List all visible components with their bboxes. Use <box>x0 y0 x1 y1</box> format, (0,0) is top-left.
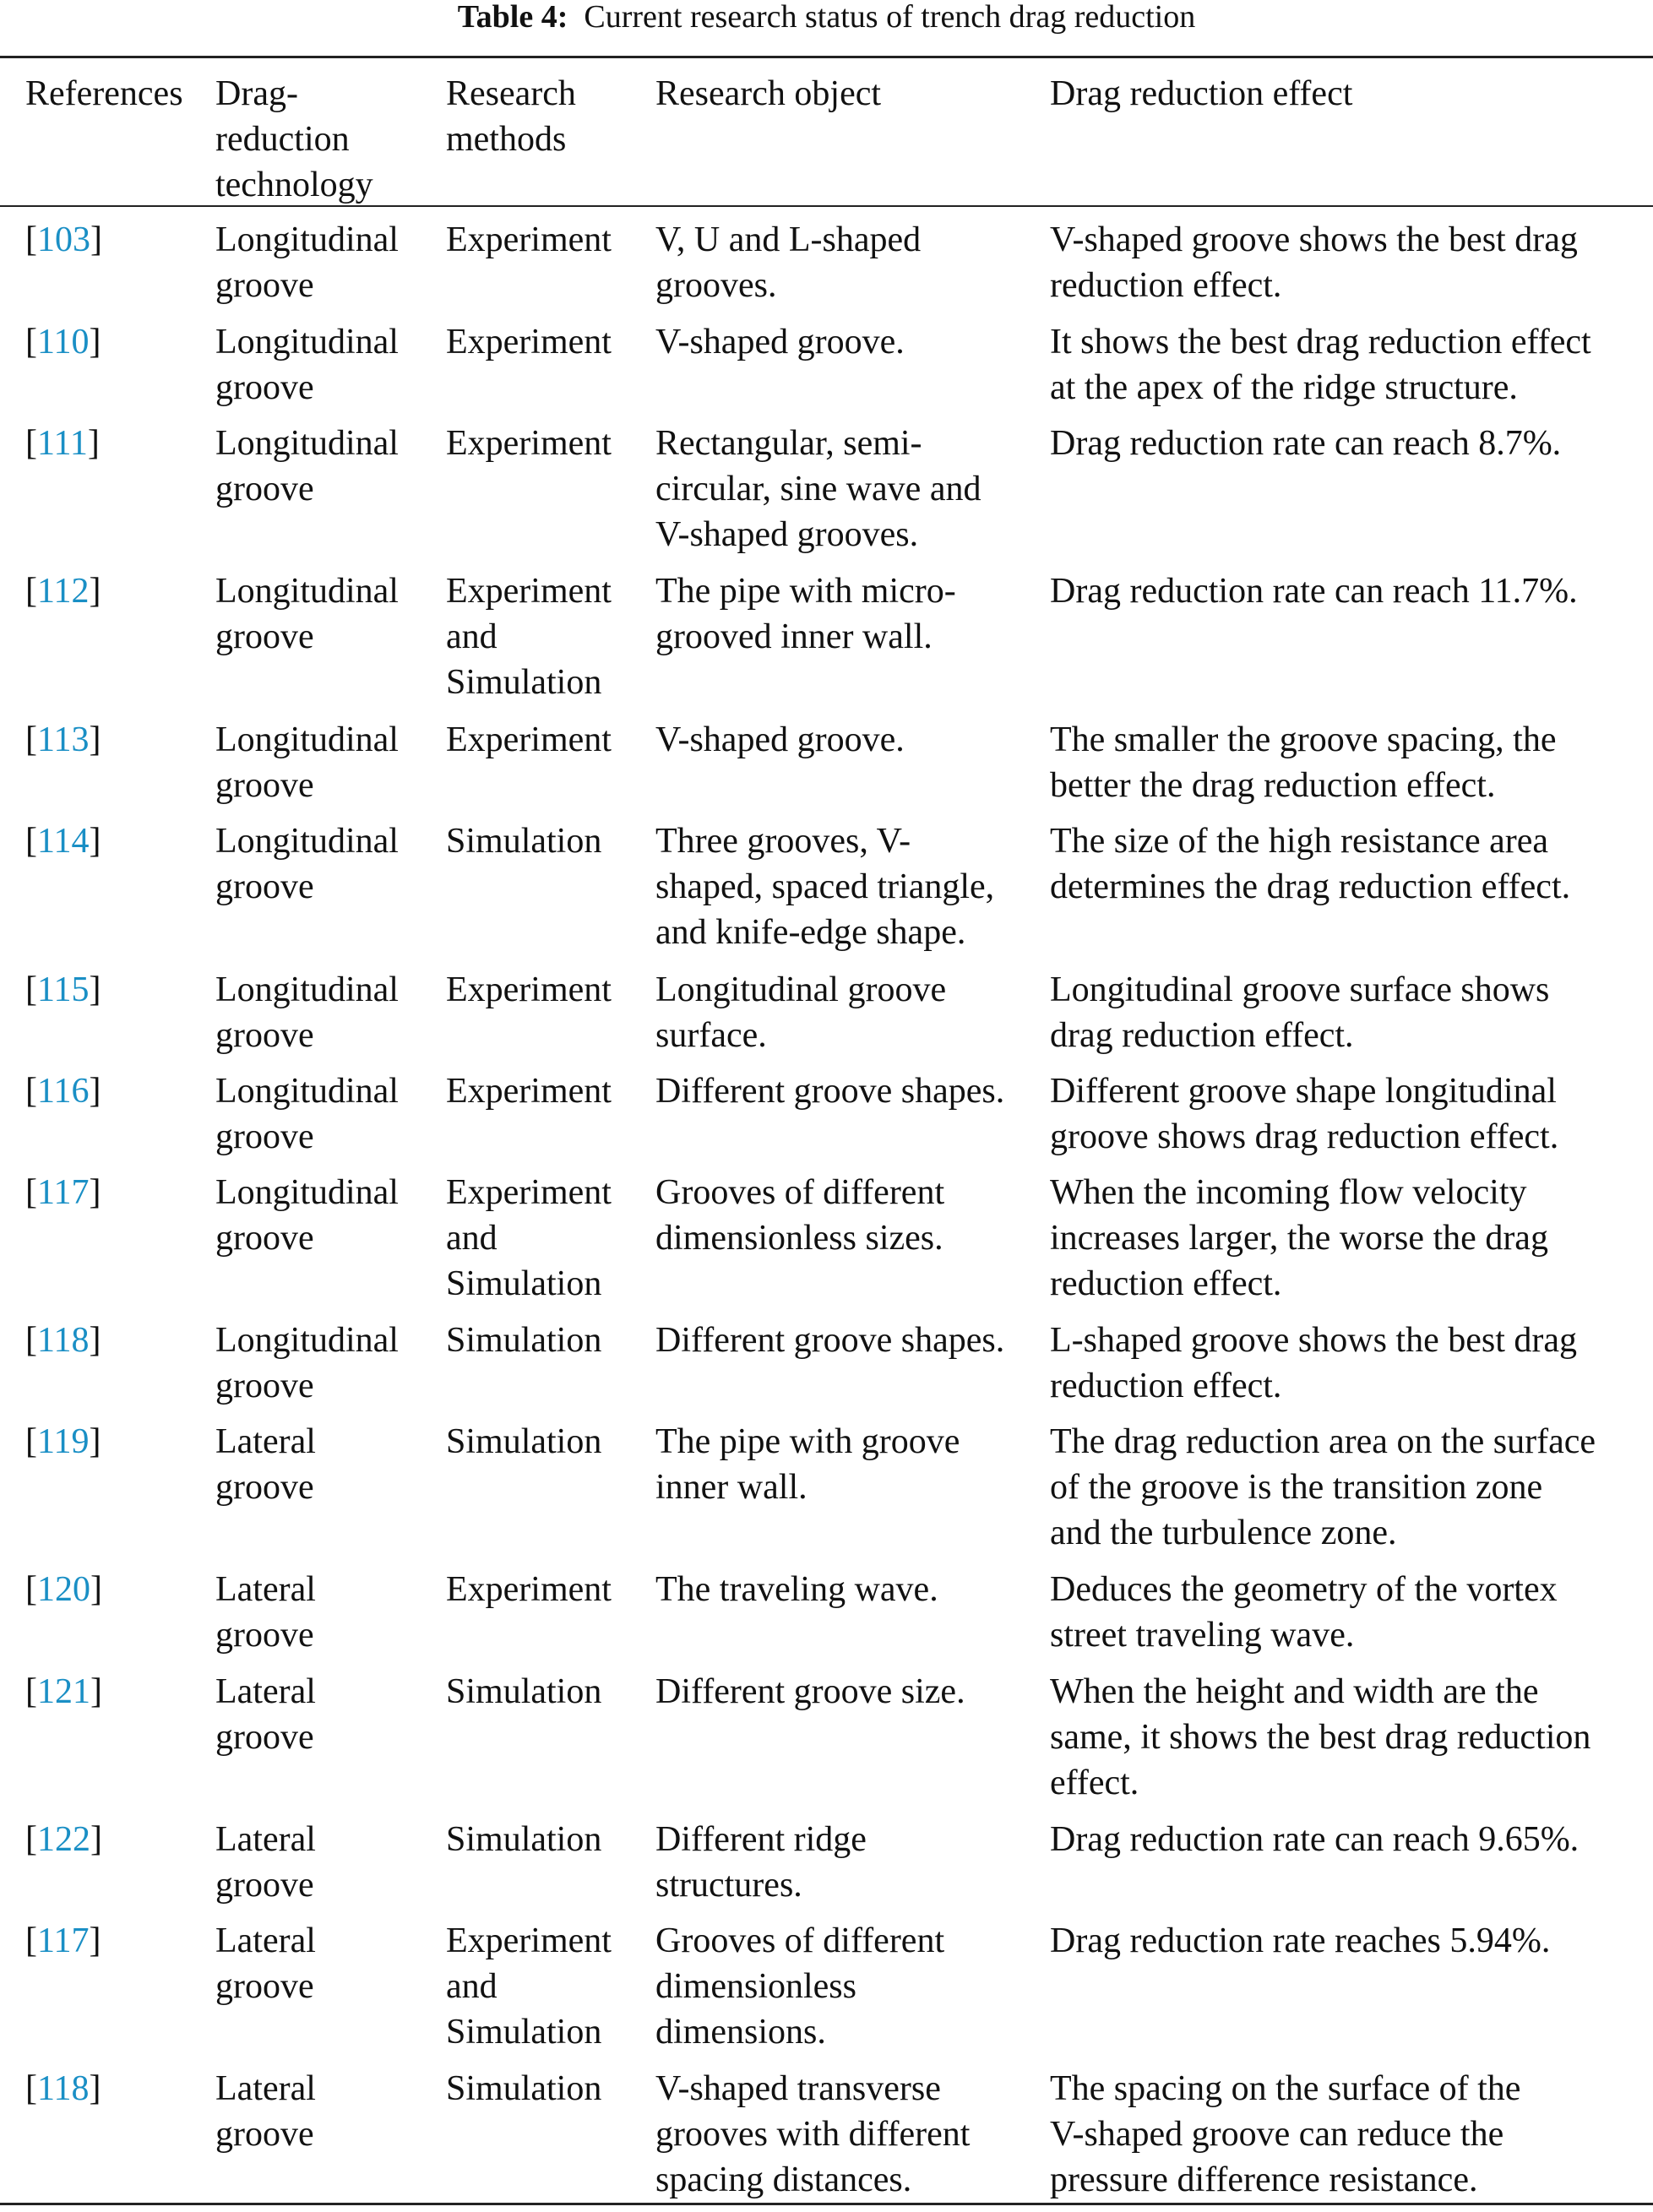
effect-cell <box>1050 818 1570 910</box>
header-line: reduction <box>215 120 350 159</box>
technology-cell-line: Longitudinal <box>215 720 399 759</box>
effect-cell <box>1050 217 1578 308</box>
technology-cell-line: Lateral <box>215 1921 316 1960</box>
reference-cell: [118] <box>25 2069 101 2108</box>
method-cell-line: Experiment <box>446 572 612 611</box>
object-cell-line: inner wall. <box>655 1468 807 1507</box>
technology-cell-line: groove <box>215 266 314 305</box>
reference-cell: [115] <box>25 970 101 1009</box>
header-references <box>25 71 183 117</box>
method-cell <box>446 568 612 705</box>
technology-cell <box>215 1817 316 1908</box>
table-header-rule <box>0 205 1653 207</box>
technology-cell-line: Longitudinal <box>215 970 399 1009</box>
method-cell-line: Experiment <box>446 720 612 759</box>
technology-cell <box>215 967 399 1058</box>
object-cell <box>655 818 994 955</box>
technology-cell-line: groove <box>215 1219 314 1258</box>
technology-cell-line: Longitudinal <box>215 1321 399 1360</box>
effect-cell <box>1050 1318 1577 1409</box>
reference-cell: [121] <box>25 1672 102 1711</box>
reference-link[interactable]: 115 <box>37 970 90 1009</box>
object-cell <box>655 1817 867 1908</box>
reference-cell: [120] <box>25 1570 102 1609</box>
object-cell-line: dimensionless sizes. <box>655 1219 943 1258</box>
header-line: methods <box>446 120 567 159</box>
effect-cell-line: The spacing on the surface of the <box>1050 2069 1521 2108</box>
object-cell <box>655 1918 944 2055</box>
object-cell-line: V, U and L-shaped <box>655 220 922 259</box>
method-cell <box>446 1669 601 1715</box>
technology-cell <box>215 1567 316 1658</box>
object-cell-line: The traveling wave. <box>655 1570 938 1609</box>
object-cell-line: Different groove size. <box>655 1672 965 1711</box>
effect-cell <box>1050 319 1591 410</box>
technology-cell-line: Lateral <box>215 2069 316 2108</box>
effect-cell <box>1050 1419 1596 1556</box>
reference-link[interactable]: 121 <box>37 1672 90 1711</box>
object-cell-line: circular, sine wave and <box>655 470 981 508</box>
effect-cell <box>1050 1817 1579 1862</box>
table-caption-title: Current research status of trench drag reduction <box>584 0 1196 35</box>
method-cell <box>446 818 601 864</box>
object-cell-line: shaped, spaced triangle, <box>655 867 995 906</box>
effect-cell-line: same, it shows the best drag reduction <box>1050 1718 1591 1757</box>
reference-cell: [116] <box>25 1072 101 1111</box>
object-cell-line: The pipe with groove <box>655 1422 960 1461</box>
reference-cell: [111] <box>25 424 100 463</box>
reference-link[interactable]: 117 <box>37 1921 90 1960</box>
technology-cell-line: Longitudinal <box>215 424 399 463</box>
method-cell <box>446 421 612 466</box>
method-cell-line: and <box>446 1967 498 2006</box>
object-cell <box>655 1567 938 1612</box>
technology-cell <box>215 217 399 308</box>
effect-cell-line: at the apex of the ridge structure. <box>1050 368 1518 407</box>
method-cell <box>446 217 612 263</box>
technology-cell <box>215 717 399 808</box>
technology-cell-line: groove <box>215 1718 314 1757</box>
method-cell-line: Experiment <box>446 220 612 259</box>
effect-cell <box>1050 1567 1558 1658</box>
technology-cell-line: Lateral <box>215 1820 316 1859</box>
technology-cell-line: groove <box>215 1117 314 1156</box>
effect-cell <box>1050 421 1561 466</box>
effect-cell-line: It shows the best drag reduction effect <box>1050 323 1591 361</box>
header-methods <box>446 71 576 162</box>
effect-cell-line: drag reduction effect. <box>1050 1016 1354 1055</box>
reference-cell: [118] <box>25 1321 101 1360</box>
effect-cell <box>1050 1068 1558 1160</box>
effect-cell-line: The size of the high resistance area <box>1050 822 1549 861</box>
effect-cell <box>1050 1669 1590 1806</box>
method-cell <box>446 2066 601 2111</box>
effect-cell-line: Different groove shape longitudinal <box>1050 1072 1557 1111</box>
technology-cell-line: groove <box>215 1367 314 1405</box>
object-cell <box>655 717 905 763</box>
object-cell <box>655 1318 1004 1363</box>
effect-cell-line: reduction effect. <box>1050 266 1282 305</box>
header-technology <box>215 71 373 208</box>
method-cell <box>446 319 612 365</box>
reference-link[interactable]: 120 <box>37 1570 90 1609</box>
effect-cell-line: better the drag reduction effect. <box>1050 766 1496 805</box>
header-line: References <box>25 74 183 113</box>
object-cell <box>655 1170 944 1261</box>
technology-cell <box>215 2066 316 2157</box>
effect-cell-line: Deduces the geometry of the vortex <box>1050 1570 1558 1609</box>
effect-cell-line: increases larger, the worse the drag <box>1050 1219 1548 1258</box>
reference-cell: [119] <box>25 1422 101 1461</box>
method-cell <box>446 1318 601 1363</box>
effect-cell-line: and the turbulence zone. <box>1050 1514 1397 1552</box>
object-cell-line: Grooves of different <box>655 1921 945 1960</box>
effect-cell-line: reduction effect. <box>1050 1264 1282 1303</box>
effect-cell-line: reduction effect. <box>1050 1367 1282 1405</box>
table-header <box>0 71 1653 206</box>
object-cell-line: surface. <box>655 1016 767 1055</box>
table-caption <box>0 0 1653 34</box>
effect-cell-line: Drag reduction rate can reach 8.7%. <box>1050 424 1562 463</box>
object-cell-line: The pipe with micro- <box>655 572 956 611</box>
reference-link[interactable]: 112 <box>37 572 90 611</box>
effect-cell <box>1050 717 1556 808</box>
reference-cell: [117] <box>25 1173 101 1212</box>
reference-link[interactable]: 117 <box>37 1173 90 1212</box>
object-cell-line: and knife-edge shape. <box>655 913 966 952</box>
technology-cell-line: groove <box>215 368 314 407</box>
reference-link[interactable]: 122 <box>37 1820 90 1859</box>
technology-cell-line: Lateral <box>215 1672 316 1711</box>
method-cell-line: Simulation <box>446 1672 602 1711</box>
header-effect <box>1050 71 1352 117</box>
technology-cell-line: Longitudinal <box>215 220 399 259</box>
technology-cell <box>215 1068 399 1160</box>
object-cell-line: V-shaped grooves. <box>655 515 919 554</box>
object-cell-line: V-shaped groove. <box>655 323 905 361</box>
method-cell <box>446 1567 612 1612</box>
technology-cell-line: Longitudinal <box>215 1173 399 1212</box>
technology-cell-line: Longitudinal <box>215 822 399 861</box>
method-cell-line: Experiment <box>446 1072 612 1111</box>
object-cell-line: Longitudinal groove <box>655 970 947 1009</box>
object-cell <box>655 967 946 1058</box>
object-cell-line: Different ridge <box>655 1820 867 1859</box>
method-cell <box>446 1170 612 1307</box>
object-cell <box>655 1068 1004 1114</box>
reference-cell: [112] <box>25 572 101 611</box>
effect-cell-line: Drag reduction rate can reach 11.7%. <box>1050 572 1578 611</box>
effect-cell <box>1050 967 1549 1058</box>
object-cell-line: Rectangular, semi- <box>655 424 922 463</box>
technology-cell-line: groove <box>215 1468 314 1507</box>
technology-cell-line: Longitudinal <box>215 323 399 361</box>
object-cell-line: Grooves of different <box>655 1173 945 1212</box>
method-cell <box>446 717 612 763</box>
technology-cell-line: groove <box>215 470 314 508</box>
technology-cell-line: Lateral <box>215 1570 316 1609</box>
technology-cell <box>215 818 399 910</box>
table-top-rule <box>0 56 1653 58</box>
method-cell <box>446 1419 601 1465</box>
effect-cell-line: Longitudinal groove surface shows <box>1050 970 1550 1009</box>
technology-cell <box>215 319 399 410</box>
object-cell-line: dimensions. <box>655 2013 826 2052</box>
reference-cell: [122] <box>25 1820 102 1859</box>
method-cell <box>446 1817 601 1862</box>
reference-link[interactable]: 103 <box>37 220 90 259</box>
reference-link[interactable]: 118 <box>37 1321 90 1360</box>
technology-cell-line: Longitudinal <box>215 572 399 611</box>
object-cell-line: Three grooves, V- <box>655 822 911 861</box>
method-cell-line: Experiment <box>446 1921 612 1960</box>
method-cell-line: and <box>446 617 498 656</box>
object-cell <box>655 1669 965 1715</box>
object-cell <box>655 421 981 557</box>
technology-cell-line: groove <box>215 617 314 656</box>
method-cell-line: Simulation <box>446 663 602 702</box>
method-cell-line: Simulation <box>446 2013 602 2052</box>
effect-cell-line: V-shaped groove can reduce the <box>1050 2115 1504 2154</box>
technology-cell-line: groove <box>215 1967 314 2006</box>
effect-cell-line: pressure difference resistance. <box>1050 2160 1478 2199</box>
technology-cell-line: groove <box>215 1016 314 1055</box>
header-line: Drag reduction effect <box>1050 74 1353 113</box>
object-cell <box>655 568 956 660</box>
header-line: technology <box>215 166 373 204</box>
object-cell-line: dimensionless <box>655 1967 856 2006</box>
object-cell-line: V-shaped transverse <box>655 2069 941 2108</box>
table-bottom-rule <box>0 2203 1653 2205</box>
effect-cell <box>1050 2066 1520 2203</box>
effect-cell-line: Drag reduction rate reaches 5.94%. <box>1050 1921 1551 1960</box>
technology-cell <box>215 1170 399 1261</box>
header-line: Research <box>446 74 576 113</box>
object-cell-line: Different groove shapes. <box>655 1072 1005 1111</box>
technology-cell <box>215 421 399 512</box>
reference-cell: [114] <box>25 822 101 861</box>
method-cell-line: Simulation <box>446 1264 602 1303</box>
technology-cell <box>215 568 399 660</box>
method-cell-line: Experiment <box>446 970 612 1009</box>
object-cell-line: V-shaped groove. <box>655 720 905 759</box>
method-cell-line: Experiment <box>446 1570 612 1609</box>
reference-link[interactable]: 114 <box>37 822 90 861</box>
object-cell <box>655 2066 970 2203</box>
technology-cell-line: Longitudinal <box>215 1072 399 1111</box>
reference-link[interactable]: 119 <box>37 1422 90 1461</box>
effect-cell-line: of the groove is the transition zone <box>1050 1468 1543 1507</box>
object-cell-line: structures. <box>655 1866 802 1905</box>
object-cell-line: grooved inner wall. <box>655 617 933 656</box>
effect-cell-line: The drag reduction area on the surface <box>1050 1422 1596 1461</box>
method-cell-line: Experiment <box>446 323 612 361</box>
method-cell-line: Simulation <box>446 1321 602 1360</box>
object-cell <box>655 1419 960 1510</box>
method-cell-line: Simulation <box>446 2069 602 2108</box>
method-cell-line: Experiment <box>446 1173 612 1212</box>
technology-cell <box>215 1419 316 1510</box>
effect-cell-line: L-shaped groove shows the best drag <box>1050 1321 1578 1360</box>
technology-cell-line: groove <box>215 867 314 906</box>
reference-link[interactable]: 113 <box>37 720 90 759</box>
table-caption-label: Table 4: <box>457 0 568 35</box>
technology-cell-line: groove <box>215 766 314 805</box>
object-cell-line: spacing distances. <box>655 2160 912 2199</box>
object-cell <box>655 217 921 308</box>
technology-cell-line: groove <box>215 1866 314 1905</box>
method-cell-line: and <box>446 1219 498 1258</box>
object-cell-line: grooves. <box>655 266 777 305</box>
reference-link[interactable]: 116 <box>37 1072 90 1111</box>
object-cell-line: grooves with different <box>655 2115 971 2154</box>
technology-cell-line: Lateral <box>215 1422 316 1461</box>
effect-cell <box>1050 1170 1548 1307</box>
method-cell-line: Experiment <box>446 424 612 463</box>
effect-cell-line: The smaller the groove spacing, the <box>1050 720 1557 759</box>
header-object <box>655 71 881 117</box>
object-cell <box>655 319 905 365</box>
reference-cell: [103] <box>25 220 102 259</box>
method-cell <box>446 967 612 1013</box>
effect-cell-line: Drag reduction rate can reach 9.65%. <box>1050 1820 1580 1859</box>
technology-cell <box>215 1669 316 1760</box>
effect-cell <box>1050 1918 1550 1964</box>
technology-cell <box>215 1918 316 2009</box>
effect-cell-line: V-shaped groove shows the best drag <box>1050 220 1578 259</box>
header-line: Drag- <box>215 74 298 113</box>
technology-cell <box>215 1318 399 1409</box>
effect-cell-line: When the height and width are the <box>1050 1672 1539 1711</box>
reference-link[interactable]: 110 <box>37 323 90 361</box>
reference-cell: [117] <box>25 1921 101 1960</box>
header-line: Research object <box>655 74 882 113</box>
effect-cell-line: groove shows drag reduction effect. <box>1050 1117 1559 1156</box>
method-cell <box>446 1918 612 2055</box>
technology-cell-line: groove <box>215 2115 314 2154</box>
effect-cell <box>1050 568 1578 614</box>
effect-cell-line: determines the drag reduction effect. <box>1050 867 1571 906</box>
reference-cell: [113] <box>25 720 101 759</box>
method-cell-line: Simulation <box>446 822 602 861</box>
technology-cell-line: groove <box>215 1616 314 1655</box>
effect-cell-line: street traveling wave. <box>1050 1616 1355 1655</box>
method-cell-line: Simulation <box>446 1820 602 1859</box>
reference-cell: [110] <box>25 323 101 361</box>
reference-link[interactable]: 118 <box>37 2069 90 2108</box>
effect-cell-line: When the incoming flow velocity <box>1050 1173 1527 1212</box>
method-cell-line: Simulation <box>446 1422 602 1461</box>
effect-cell-line: effect. <box>1050 1764 1139 1802</box>
object-cell-line: Different groove shapes. <box>655 1321 1005 1360</box>
reference-link[interactable]: 111 <box>37 424 88 463</box>
method-cell <box>446 1068 612 1114</box>
